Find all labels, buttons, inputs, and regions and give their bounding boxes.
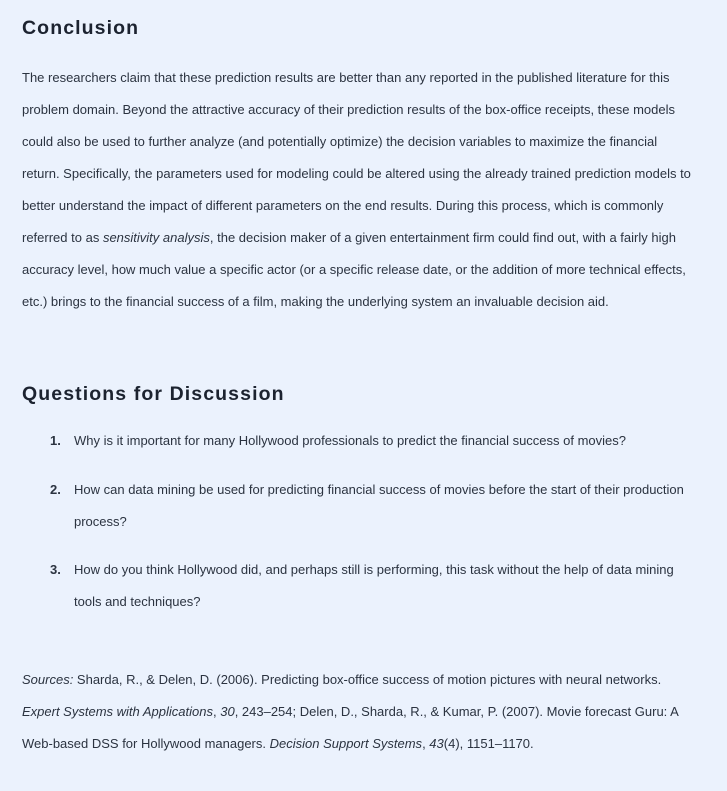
journal-title: Decision Support Systems <box>269 736 423 751</box>
question-text: Why is it important for many Hollywood professionals to predict the financial success of movies? <box>74 433 627 448</box>
questions-heading: Questions for Discussion <box>22 383 285 405</box>
sources-text: , <box>422 736 430 751</box>
journal-title: Expert Systems with Applications <box>22 704 213 719</box>
question-item <box>50 425 690 457</box>
question-text: How can data mining be used for predicting financial success of movies before the start of their production process? <box>74 482 684 529</box>
sources-text: (4), 1151–1170. <box>443 736 534 751</box>
journal-volume: 43 <box>429 736 444 751</box>
sources-text: , <box>212 704 221 719</box>
journal-volume: 30 <box>220 704 235 719</box>
question-number: 3. <box>50 562 61 577</box>
question-number: 2. <box>50 482 61 497</box>
question-text: How do you think Hollywood did, and perhaps still is performing, this task without the help of data mining tools and techniques? <box>74 562 674 609</box>
sources-label: Sources: <box>22 672 74 687</box>
sources-paragraph <box>22 664 694 760</box>
conclusion-paragraph <box>22 62 694 318</box>
sources-text: , 243–254; Delen, D., Sharda, R., & Kumar, P. (2007). Movie forecast Guru: A Web-based DSS for Hollywood managers. <box>22 704 679 751</box>
sensitivity-analysis-term: sensitivity analysis <box>102 230 210 245</box>
conclusion-text-part2: , the decision maker of a given entertainment firm could find out, with a fairly high accuracy level, how much value a specific actor (or a specific release date, or the addition of more technical effects, etc.) brings to the financial success of a film, making the underlying system an invaluable decision aid. <box>22 230 686 309</box>
conclusion-text-part1: The researchers claim that these prediction results are better than any reported in the published literature for this problem domain. Beyond the attractive accuracy of their prediction results of the box-office receipts, these models could also be used to further analyze (and potentially optimize) the decision variables to maximize the financial return. Specifically, the parameters used for modeling could be altered using the already trained prediction models to better understand the impact of different parameters on the end results. During this process, which is commonly referred to as <box>22 70 691 245</box>
sources-text: Sharda, R., & Delen, D. (2006). Predicting box-office success of motion pictures with neural networks. <box>73 672 662 687</box>
conclusion-heading: Conclusion <box>22 17 140 39</box>
question-item <box>50 474 690 538</box>
question-number: 1. <box>50 433 61 448</box>
question-item <box>50 554 690 618</box>
